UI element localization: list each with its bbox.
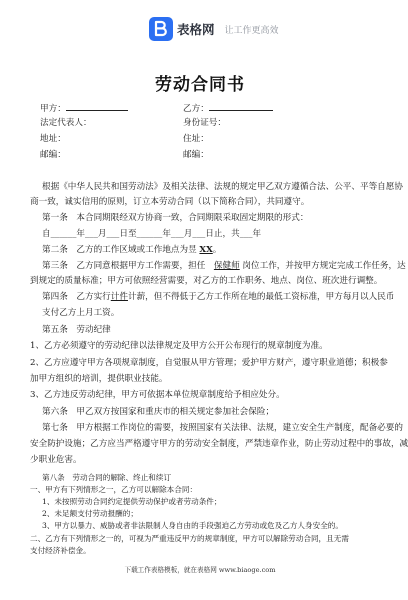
article-5-item-3: 3、乙方违反劳动纪律，甲方可依据本单位规章制度给予相应处分。: [30, 390, 285, 400]
postcode-b-label: 邮编：: [183, 150, 209, 160]
article-1-line-2: 自______年___月___日至______年___月___日止，共___年: [42, 229, 262, 239]
article-8-clause-1-item-2: 2、未足额支付劳动报酬的；: [42, 509, 138, 518]
party-b-blank: [209, 101, 273, 111]
party-b-label: 乙方：: [183, 104, 209, 114]
logo-name: 表格网: [177, 22, 215, 37]
article-5-title: 第五条 劳动纪律: [42, 325, 111, 335]
article-8-clause-1: 一、甲方有下列情形之一，乙方可以解除本合同：: [30, 485, 198, 494]
footer-download-link[interactable]: 下载工作表格模板，就在表格网 www.biaoge.com: [124, 566, 276, 574]
legal-rep-label: 法定代表人：: [40, 118, 92, 128]
article-7-line-3: 少职业危害。: [30, 455, 82, 465]
intro-line-2: 商一致，诚实信用的原则，订立本劳动合同（以下简称合同），共同遵守。: [30, 197, 310, 207]
address-b-label: 住址：: [183, 134, 209, 144]
document-title: 劳动合同书: [155, 75, 245, 95]
article-2-location: XX: [199, 245, 213, 255]
article-2: [42, 244, 378, 256]
article-8-clause-2-line-1: 二、乙方有下列情形之一的，可视为严重违反甲方的规章制度，甲方可以解除劳动合同，且无需: [30, 534, 349, 543]
article-5-item-2-line-2: 加甲方组织的培训，提供职业技能。: [30, 374, 168, 384]
party-a-blank: [66, 101, 128, 111]
article-4-text-2: 计薪，但不得低于乙方工作所在地的最低工资标准，甲方每月以人民币: [127, 292, 395, 302]
party-b-field: [183, 101, 273, 115]
address-a-label: 地址：: [40, 134, 66, 144]
article-5-item-1: 1、乙方必须遵守的劳动纪律以法律规定及甲方公开公布现行的规章制度为准。: [30, 341, 328, 351]
article-3-line-1: [42, 260, 406, 272]
article-3-text: 第三条 乙方同意根据甲方工作需要，担任: [42, 261, 214, 271]
article-6: 第六条 甲乙双方按国家和重庆市的相关规定参加社会保险；: [42, 407, 275, 417]
article-7-line-1: 第七条 甲方根据工作岗位的需要，按照国家有关法律、法规，建立安全生产制度，配备必要的: [42, 423, 403, 433]
party-a-field: [40, 101, 128, 115]
article-5-item-2-line-1: 2、乙方应遵守甲方各项规章制度，自觉服从甲方管理；爱护甲方财产，遵守职业道德；积极参: [30, 358, 388, 368]
article-4-line-1: [42, 291, 395, 303]
postcode-a-label: 邮编：: [40, 150, 66, 160]
article-8-clause-1-item-1: 1、未按照劳动合同约定提供劳动保护或者劳动条件；: [42, 497, 222, 506]
article-1-line-1: 第一条 本合同期限经双方协商一致，合同期限采取固定期限的形式：: [42, 213, 309, 223]
article-8-clause-2-line-2: 支付经济补偿金。: [30, 546, 91, 555]
article-3-line-2: 到规定的质量标准；甲方可依照经营需要，对乙方的工作职务、地点、岗位、班次进行调整。: [30, 276, 383, 286]
article-7-line-2: 安全防护设施；乙方应当严格遵守甲方的劳动安全制度，严禁违章作业，防止劳动过程中的事故，减: [30, 439, 408, 449]
article-2-end: 。: [212, 245, 222, 255]
article-2-text: 第二条 乙方的工作区域或工作地点为昱: [42, 245, 200, 255]
article-4-pay-method: 计件: [110, 292, 128, 302]
id-number-label: 身份证号：: [183, 118, 226, 128]
intro-line-1: 根据《中华人民共和国劳动法》及相关法律、法规的规定甲乙双方遵循合法、公平、平等自愿协: [42, 182, 403, 192]
site-logo[interactable]: [149, 16, 279, 42]
article-8-clause-1-item-3: 3、甲方以暴力、威胁或者非法限制人身自由的手段强迫乙方劳动或危及乙方人身安全的。: [42, 521, 343, 530]
article-3-text-2: 岗位工作，并按甲方规定完成工作任务，达: [239, 261, 406, 271]
logo-slogan: 让工作更高效: [224, 25, 279, 36]
article-4-line-2: 支付乙方上月工资。: [42, 308, 120, 318]
article-4-text: 第四条 乙方实行: [42, 292, 111, 302]
article-8-title: 第八条 劳动合同的解除、终止和续订: [42, 473, 172, 482]
biaoge-logo-icon: [149, 17, 173, 41]
article-3-position: 保健师: [213, 261, 240, 271]
party-a-label: 甲方：: [40, 104, 66, 114]
